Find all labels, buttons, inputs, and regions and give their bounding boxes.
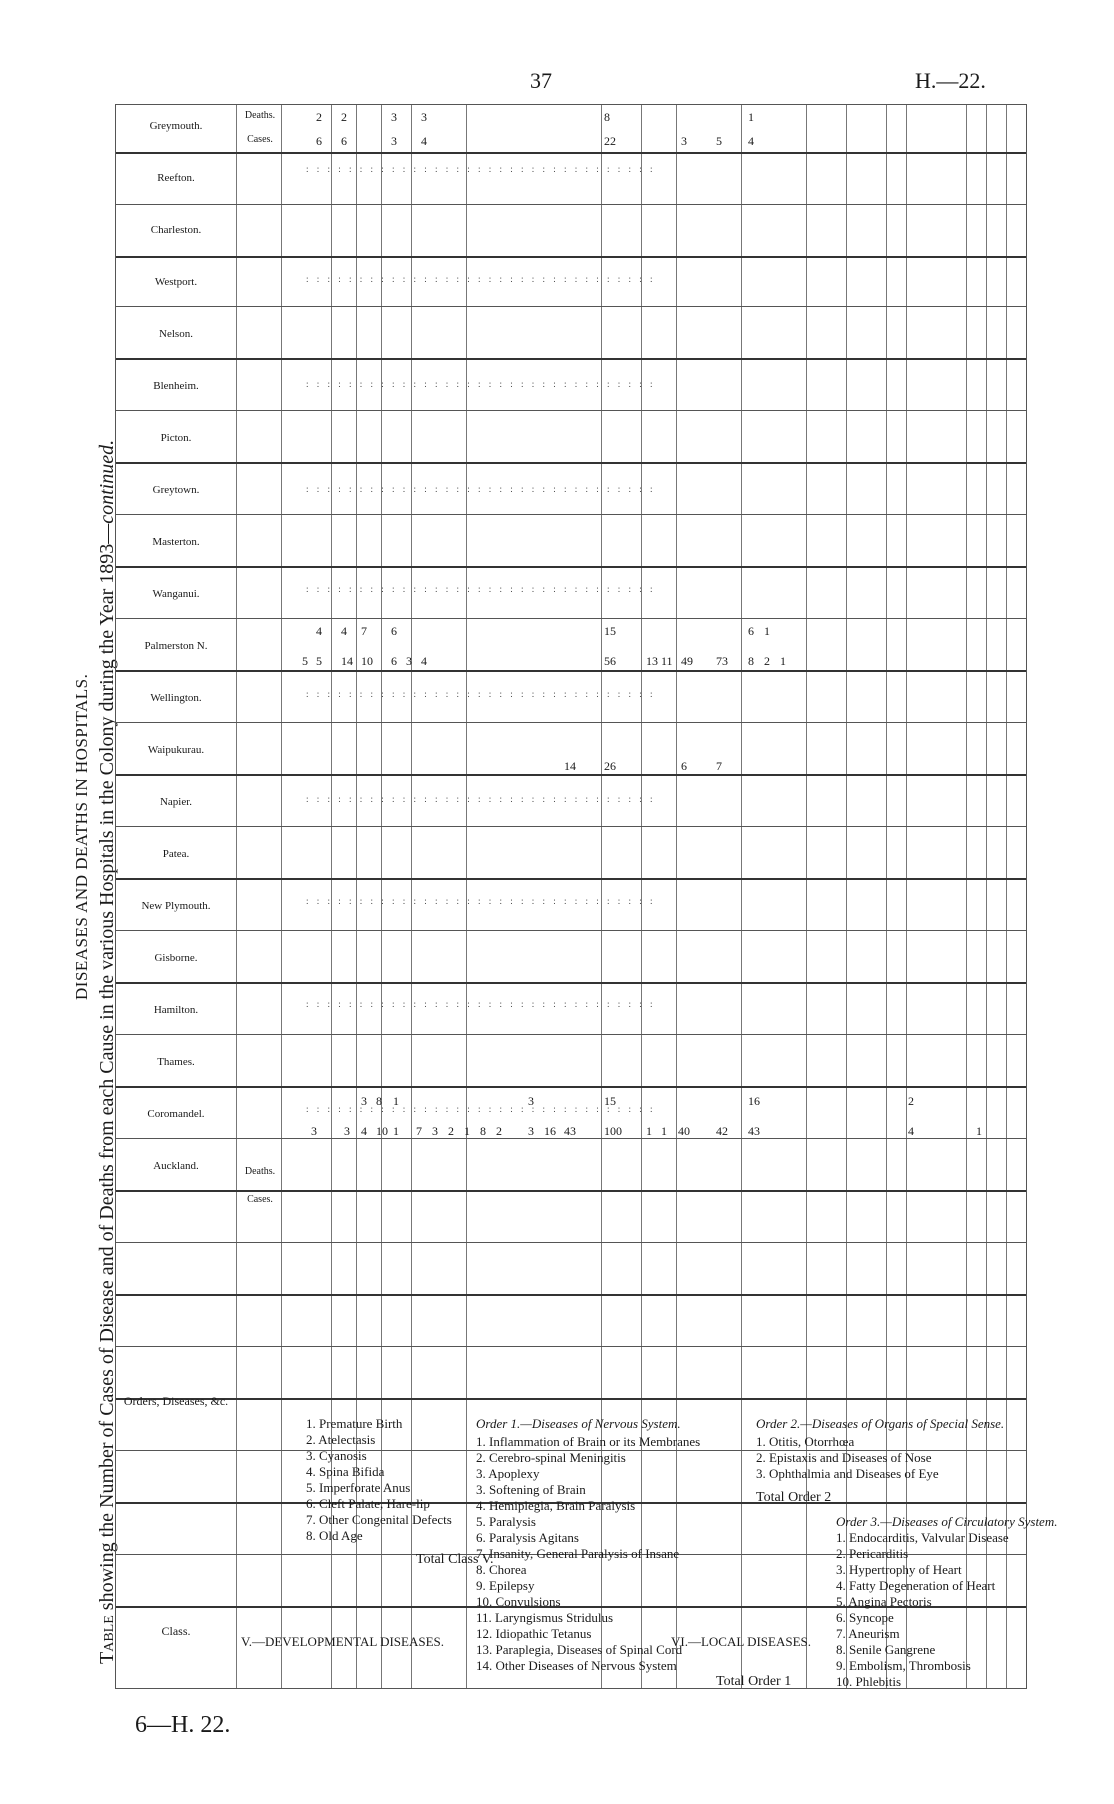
hospital-header: Waipukurau. [147,744,205,756]
row-rule [116,1034,1026,1035]
row-rule [116,358,1026,360]
disease-row: 9. Epilepsy [476,1578,535,1593]
order-heading: Order 2.—Diseases of Organs of Special Sense. [756,1416,1005,1431]
row-rule [116,1190,1026,1192]
value-cell: 1 [976,1124,982,1138]
row-rule [116,566,1026,568]
value-cell: 100 [604,1124,622,1138]
disease-row: 7. Other Congenital Defects [306,1512,452,1527]
row-rule [116,878,1026,880]
order-heading: Order 1.—Diseases of Nervous System. [476,1416,681,1431]
hospital-header: Auckland. [153,1160,199,1172]
empty-cells: : : : : : : : : : : : : : : : : : : : : : : : : : : : : : : : : : [306,379,656,389]
page-number: 37 [530,68,552,93]
footer-reference: 6—H. 22. [135,1712,231,1738]
disease-row: 14. Other Diseases of Nervous System [476,1658,677,1673]
hospital-header: Picton. [160,432,192,444]
disease-row: 10. Convulsions [476,1594,561,1609]
hospital-header: Wanganui. [152,588,200,600]
value-cell: 7 [361,624,367,638]
value-cell: 3 [406,654,412,668]
hospital-header: Thames. [157,1056,195,1068]
value-cell: 1 [393,1094,399,1108]
row-rule [116,306,1026,307]
cases-subheader: Cases. [247,1194,273,1205]
value-cell: 2 [908,1094,914,1108]
value-cell: 5 [316,654,322,668]
hospital-header: Napier. [159,796,193,808]
value-cell: 4 [421,654,427,668]
hospital-header: Greymouth. [149,120,203,132]
title-prefix: Table [96,1615,118,1664]
title-text: showing the Number of Cases of Disease and of Deaths from each Cause in the various Hospitals in the Colony during the Year 1893— [96,523,118,1611]
hospital-header: Hamilton. [153,1004,199,1016]
row-rule [116,722,1026,723]
row-rule [116,670,1026,672]
class-column-header: Class. [161,1624,191,1638]
empty-cells: : : : : : : : : : : : : : : : : : : : : : : : : : : : : : : : : : [306,164,656,174]
value-cell: 6 [681,759,687,773]
value-cell: 15 [604,1094,616,1108]
disease-row: 5. Paralysis [476,1514,536,1529]
empty-cells: : : : : : : : : : : : : : : : : : : : : : : : : : : : : : : : : : [306,584,656,594]
hospital-header: Nelson. [159,328,193,340]
disease-row: 3. Apoplexy [476,1466,540,1481]
value-cell: 2 [448,1124,454,1138]
empty-cells: : : : : : : : : : : : : : : : : : : : : : : : : : : : : : : : : : [306,896,656,906]
disease-row: 10. Phlebitis [836,1674,902,1689]
value-cell: 3 [432,1124,438,1138]
value-cell: 8 [480,1124,486,1138]
hospital-header: Wellington. [150,692,202,704]
disease-row: 1. Endocarditis, Valvular Disease [836,1530,1009,1545]
value-cell: 14 [341,654,353,668]
value-cell: 4 [361,1124,367,1138]
value-cell: 1 [646,1124,652,1138]
value-cell: 8 [748,654,754,668]
value-cell: 14 [564,759,576,773]
row-rule [116,256,1026,258]
disease-row: 6. Paralysis Agitans [476,1530,579,1545]
empty-cells: : : : : : : : : : : : : : : : : : : : : : : : : : : : : : : : : : [306,999,656,1009]
value-cell: 6 [391,624,397,638]
disease-row: 6. Cleft Palate, Hare-lip [306,1496,430,1511]
value-cell: 4 [908,1124,914,1138]
hospital-header: Greytown. [152,484,200,496]
row-rule [116,514,1026,515]
hospital-header: Blenheim. [153,380,199,392]
hospital-header: Reefton. [157,172,195,184]
class-vi-label: VI.—LOCAL DISEASES. [671,1634,811,1649]
value-cell: 56 [604,654,616,668]
disease-row: 4. Fatty Degeneration of Heart [836,1578,996,1593]
disease-row: 11. Laryngismus Stridulus [476,1610,614,1625]
total-row: Total Order 1 [716,1674,792,1689]
value-cell: 2 [341,110,347,124]
value-cell: 3 [344,1124,350,1138]
value-cell: 13 [646,654,658,668]
value-cell: 6 [391,654,397,668]
value-cell: 1 [764,624,770,638]
value-cell: 26 [604,759,616,773]
value-cell: 6 [341,134,347,148]
disease-row: 2. Cerebro-spinal Meningitis [476,1450,626,1465]
value-cell: 73 [716,654,728,668]
disease-row: 1. Otitis, Otorrhœa [756,1434,855,1449]
class-v-label: V.—DEVELOPMENTAL DISEASES. [241,1634,444,1649]
empty-cells: : : : : : : : : : : : : : : : : : : : : : : : : : : : : : : : : : [306,794,656,804]
cases-subheader: Cases. [247,134,273,145]
value-cell: 3 [311,1124,317,1138]
hospital-header: Masterton. [152,536,200,548]
value-cell: 3 [391,134,397,148]
value-cell: 8 [376,1094,382,1108]
value-cell: 1 [661,1124,667,1138]
row-rule [116,930,1026,931]
row-rule [116,1242,1026,1243]
value-cell: 1 [464,1124,470,1138]
hospital-header: New Plymouth. [141,900,211,912]
value-cell: 43 [564,1124,576,1138]
value-cell: 15 [604,624,616,638]
disease-row: 5. Imperforate Anus [306,1480,411,1495]
value-cell: 11 [661,654,673,668]
hospital-header: Gisborne. [154,952,198,964]
disease-row: 1. Premature Birth [306,1416,403,1431]
value-cell: 22 [604,134,616,148]
disease-row: 7. Insanity, General Paralysis of Insane [476,1546,680,1561]
value-cell: 3 [361,1094,367,1108]
value-cell: 2 [764,654,770,668]
value-cell: 4 [341,624,347,638]
row-rule [116,152,1026,154]
data-table [115,104,1058,1689]
hospital-header: Palmerston N. [144,640,208,652]
value-cell: 3 [528,1094,534,1108]
table-heading: DISEASES AND DEATHS IN HOSPITALS. [72,673,91,1000]
value-cell: 1 [780,654,786,668]
value-cell: 3 [681,134,687,148]
value-cell: 4 [316,624,322,638]
deaths-subheader: Deaths. [244,110,276,121]
disease-row: 2. Atelectasis [306,1432,376,1447]
deaths-subheader: Deaths. [244,1166,276,1177]
row-rule [116,982,1026,984]
value-cell: 4 [421,134,427,148]
value-cell: 8 [604,110,610,124]
disease-row: 5. Angina Pectoris [836,1594,932,1609]
disease-row: 3. Softening of Brain [476,1482,586,1497]
empty-cells: : : : : : : : : : : : : : : : : : : : : : : : : : : : : : : : : : [306,274,656,284]
disease-row: 7. Aneurism [836,1626,900,1641]
value-cell: 1 [393,1124,399,1138]
value-cell: 16 [544,1124,556,1138]
disease-row: 3. Cyanosis [306,1448,367,1463]
value-cell: 5 [302,654,308,668]
row-rule [116,826,1026,827]
row-rule [116,410,1026,411]
row-rule [116,1346,1026,1347]
value-cell: 10 [376,1124,388,1138]
empty-cells: : : : : : : : : : : : : : : : : : : : : : : : : : : : : : : : : : [306,689,656,699]
hospital-header: Westport. [154,276,198,288]
title-suffix: continued. [96,439,118,524]
disease-row: 2. Pericarditis [836,1546,909,1561]
row-rule [116,618,1026,619]
hospital-header: Charleston. [150,224,202,236]
value-cell: 2 [496,1124,502,1138]
value-cell: 5 [716,134,722,148]
disease-row: 2. Epistaxis and Diseases of Nose [756,1450,932,1465]
page-reference: H.—22. [915,68,986,93]
disease-row: 9. Embolism, Thrombosis [836,1658,971,1673]
value-cell: 40 [678,1124,690,1138]
row-rule [116,1398,1026,1400]
disease-row: 13. Paraplegia, Diseases of Spinal Cord [476,1642,683,1657]
hospital-header: Coromandel. [147,1108,205,1120]
value-cell: 6 [748,624,754,638]
disease-row: 3. Hypertrophy of Heart [836,1562,962,1577]
value-cell: 7 [716,759,722,773]
value-cell: 2 [316,110,322,124]
order-heading: Order 3.—Diseases of Circulatory System. [836,1514,1058,1529]
disease-row: 8. Senile Gangrene [836,1642,936,1657]
row-rule [116,204,1026,205]
row-rule [116,1086,1026,1088]
hospital-header: Patea. [162,848,190,860]
row-rule [116,104,1026,105]
row-rule [116,774,1026,776]
empty-cells: : : : : : : : : : : : : : : : : : : : : : : : : : : : : : : : : : [306,1104,656,1114]
disease-row: 4. Hemiplegia, Brain Paralysis [476,1498,636,1513]
row-rule [116,1294,1026,1296]
value-cell: 49 [681,654,693,668]
disease-row: 8. Old Age [306,1528,363,1543]
value-cell: 3 [391,110,397,124]
orders-column-header: Orders, Diseases, &c. [123,1394,229,1408]
value-cell: 1 [748,110,754,124]
value-cell: 7 [416,1124,422,1138]
total-row: Total Class V. [416,1552,494,1567]
row-rule [116,462,1026,464]
value-cell: 42 [716,1124,728,1138]
disease-row: 1. Inflammation of Brain or its Membranes [476,1434,701,1449]
disease-row: 8. Chorea [476,1562,527,1577]
empty-cells: : : : : : : : : : : : : : : : : : : : : : : : : : : : : : : : : : [306,484,656,494]
disease-row: 4. Spina Bifida [306,1464,385,1479]
disease-row: 12. Idiopathic Tetanus [476,1626,592,1641]
value-cell: 10 [361,654,373,668]
value-cell: 6 [316,134,322,148]
value-cell: 3 [421,110,427,124]
value-cell: 3 [528,1124,534,1138]
total-row: Total Order 2 [756,1490,832,1505]
value-cell: 43 [748,1124,760,1138]
disease-row: 3. Ophthalmia and Diseases of Eye [756,1466,939,1481]
value-cell: 16 [748,1094,760,1108]
value-cell: 4 [748,134,754,148]
disease-row: 6. Syncope [836,1610,894,1625]
